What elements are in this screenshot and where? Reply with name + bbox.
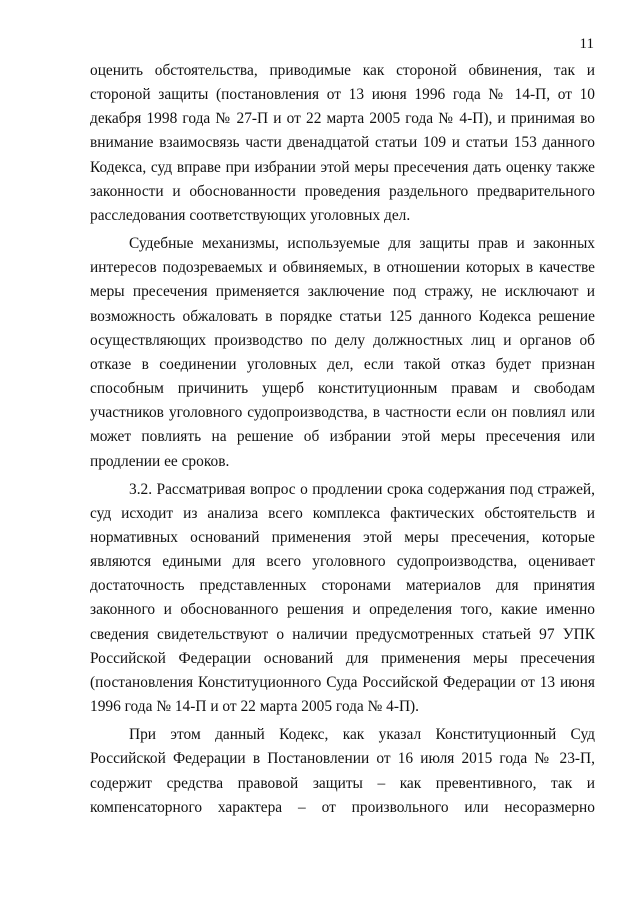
paragraph-code-remedies: При этом данный Кодекс, как указал Конституционный Суд Российской Федерации в Постановлении от 16 июля 2015 года № 23-П, содержит средства правовой защиты – как превентивного, так и компенсаторного характера – от произвольного или несоразмерно — [90, 726, 595, 816]
page-number: 11 — [579, 36, 594, 52]
paragraph-continuation: оценить обстоятельства, приводимые как стороной обвинения, так и стороной защиты (постановления от 13 июня 1996 года № 14-П, от 10 декабря 1998 года № 27-П и от 22 марта 2005 года № 4-П), и принимая во внимание взаимосвязь части двенадцатой статьи 109 и статьи 153 данного Кодекса, суд вправе при избрании этой меры пресечения дать оценку также законности и обоснованности проведения раздельного предварительного расследования соответствующих уголовных дел. — [90, 62, 595, 224]
document-body — [90, 59, 595, 820]
paragraph-judicial-mechanisms: Судебные механизмы, используемые для защиты прав и законных интересов подозреваемых и обвиняемых, в отношении которых в качестве меры пресечения применяется заключение под стражу, не исключают и возможность обжаловать в порядке статьи 125 данного Кодекса решение осуществляющих производство по делу должностных лиц и органов об отказе в соединении уголовных дел, если такой отказ будет признан способным причинить ущерб конституционным правам и свободам участников уголовного судопроизводства, в частности если он повлиял или может повлиять на решение об избрании этой меры пресечения или продлении ее сроков. — [90, 235, 595, 470]
paragraph-section-3-2: 3.2. Рассматривая вопрос о продлении срока содержания под стражей, суд исходит из анализа всего комплекса фактических обстоятельств и нормативных оснований применения этой меры пресечения, которые являются едиными для всего уголовного судопроизводства, оценивает достаточность представленных сторонами материалов для принятия законного и обоснованного решения и определения того, какие именно сведения свидетельствуют о наличии предусмотренных статьей 97 УПК Российской Федерации оснований для применения меры пресечения (постановления Конституционного Суда Российской Федерации от 13 июня 1996 года № 14-П и от 22 марта 2005 года № 4-П). — [90, 480, 595, 716]
